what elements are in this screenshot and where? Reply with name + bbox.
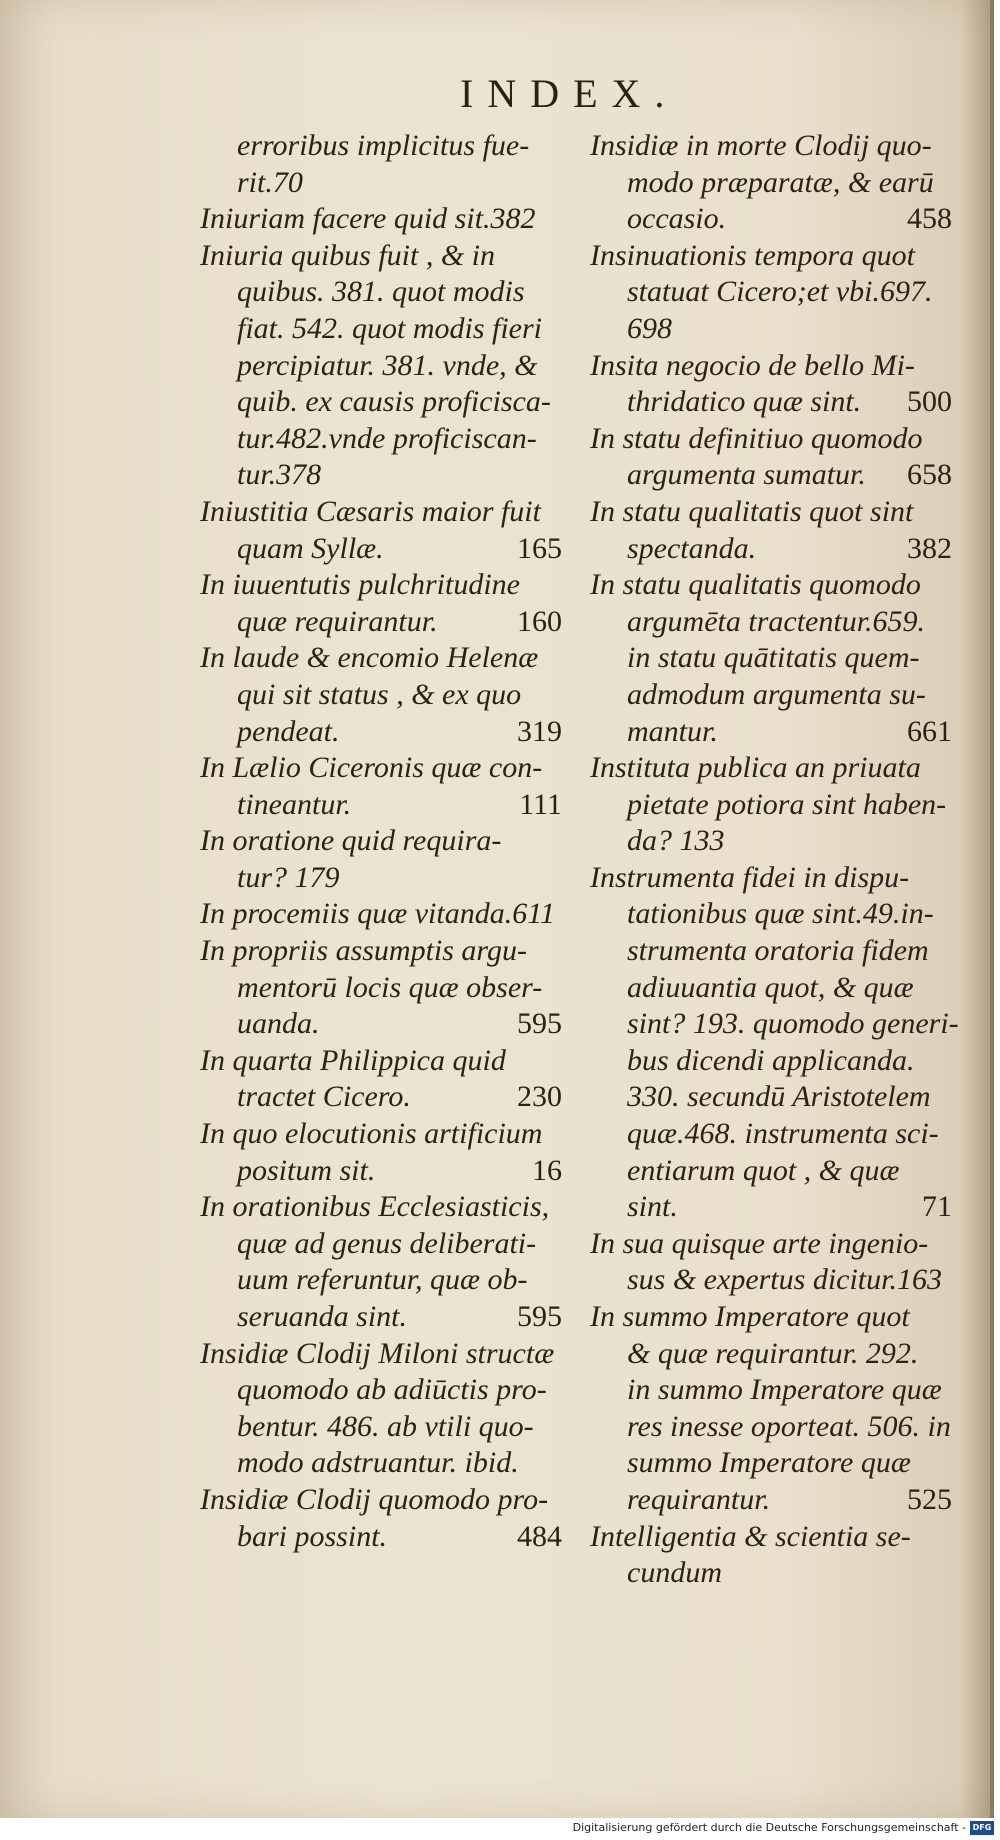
index-line-text: fiat. 542. quot modis fieri (237, 311, 543, 345)
dfg-logo-icon: DFG (970, 1821, 994, 1835)
index-line-text: argumēta tractentur.659. (627, 604, 926, 638)
index-line (590, 1482, 952, 1519)
index-line (200, 274, 562, 311)
page-reference: 500 (907, 385, 952, 419)
index-line (200, 714, 562, 751)
index-line-text: pietate potiora sint haben- (627, 787, 947, 821)
index-line-text: 330. secundū Aristotelem (627, 1080, 931, 1114)
page-reference: 160 (517, 604, 562, 638)
page-reference: 595 (517, 1007, 562, 1041)
page-reference: 230 (517, 1080, 562, 1114)
footer-credit: Digitalisierung gefördert durch die Deutsche Forschungsgemeinschaft - (572, 1821, 966, 1834)
index-line (200, 933, 562, 970)
index-line-text: occasio. (627, 202, 727, 236)
index-line-text: In propriis assumptis argu- (200, 934, 527, 968)
index-line (200, 494, 562, 531)
index-line-text: tur.482.vnde proficiscan- (237, 421, 537, 455)
page-reference: 484 (517, 1519, 562, 1553)
page-reference: 319 (517, 714, 562, 748)
index-line-text: In orationibus Ecclesiasticis, (200, 1190, 550, 1224)
index-line (590, 1299, 952, 1336)
index-line (200, 1189, 562, 1226)
index-line-text: sint. (627, 1190, 678, 1224)
index-line (590, 567, 952, 604)
index-line (590, 1189, 952, 1226)
index-line-text: Insita negocio de bello Mi- (590, 348, 915, 382)
index-line-text: tineantur. (237, 787, 352, 821)
index-line-text: tur.378 (237, 458, 322, 492)
index-line-text: quibus. 381. quot modis (237, 275, 525, 309)
index-line (200, 677, 562, 714)
page-reference: 71 (922, 1190, 952, 1224)
page-reference: 525 (907, 1482, 952, 1516)
index-line (200, 860, 562, 897)
index-line (590, 970, 952, 1007)
index-line (590, 1555, 952, 1592)
index-column-left (200, 128, 562, 1555)
index-line (590, 1445, 952, 1482)
index-line-text: entiarum quot , & quæ (627, 1153, 900, 1187)
page-reference: 661 (907, 714, 952, 748)
index-line (590, 714, 952, 751)
index-line (590, 1153, 952, 1190)
index-line-text: Insidiæ Clodij quomodo pro- (200, 1482, 549, 1516)
index-line (590, 165, 952, 202)
index-line-text: In Lælio Ciceronis quæ con- (200, 751, 543, 785)
index-line (200, 165, 562, 202)
index-line-text: summo Imperatore quæ (627, 1446, 911, 1480)
index-line (200, 823, 562, 860)
index-line-text: strumenta oratoria fidem (627, 934, 929, 968)
index-line (200, 896, 562, 933)
index-line-text: in statu quātitatis quem- (627, 641, 920, 675)
index-line (590, 750, 952, 787)
index-line (200, 1519, 562, 1556)
index-line (590, 201, 952, 238)
index-line (590, 823, 952, 860)
page-reference: 16 (532, 1153, 562, 1187)
index-line (590, 896, 952, 933)
index-line (200, 311, 562, 348)
index-line (200, 1226, 562, 1263)
index-line (200, 1336, 562, 1373)
index-line (200, 1445, 562, 1482)
index-line (200, 567, 562, 604)
index-line-text: In statu definitiuo quomodo (590, 421, 923, 455)
index-line (590, 1336, 952, 1373)
index-line (200, 1482, 562, 1519)
index-line-text: quæ.468. instrumenta sci- (627, 1117, 939, 1151)
index-line-text: quomodo ab adiūctis pro- (237, 1373, 547, 1407)
index-line-text: mantur. (627, 714, 718, 748)
index-line-text: In statu qualitatis quot sint (590, 494, 914, 528)
index-line-text: admodum argumenta su- (627, 677, 926, 711)
index-line (200, 238, 562, 275)
index-line (590, 1409, 952, 1446)
index-line (590, 1262, 952, 1299)
index-line-text: qui sit status , & ex quo (237, 677, 522, 711)
index-line-text: thridatico quæ sint. (627, 385, 862, 419)
index-line (590, 1116, 952, 1153)
index-line-text: In iuuentutis pulchritudine (200, 568, 520, 602)
index-line (200, 201, 562, 238)
index-line-text: In laude & encomio Helenæ (200, 641, 539, 675)
index-line (590, 933, 952, 970)
index-line-text: requirantur. (627, 1482, 771, 1516)
index-line-text: uum referuntur, quæ ob- (237, 1263, 528, 1297)
index-line (590, 860, 952, 897)
index-line-text: bentur. 486. ab vtili quo- (237, 1409, 534, 1443)
index-line-text: quæ ad genus deliberati- (237, 1226, 537, 1260)
index-line-text: bus dicendi applicanda. (627, 1043, 915, 1077)
index-line (590, 128, 952, 165)
index-line-text: res inesse oporteat. 506. in (627, 1409, 951, 1443)
index-line-text: modo adstruantur. ibid. (237, 1446, 519, 1480)
index-line (200, 531, 562, 568)
index-line (590, 787, 952, 824)
page-reference: 165 (517, 531, 562, 565)
index-line (200, 128, 562, 165)
index-line-text: modo præparatæ, & earū (627, 165, 934, 199)
index-line (590, 1519, 952, 1556)
index-line (590, 384, 952, 421)
index-line-text: statuat Cicero;et vbi.697. (627, 275, 933, 309)
index-line-text: In statu qualitatis quomodo (590, 568, 921, 602)
index-line-text: In summo Imperatore quot (590, 1300, 910, 1333)
index-line (200, 421, 562, 458)
index-line (200, 970, 562, 1007)
index-line (590, 457, 952, 494)
index-line-text: Insidiæ Clodij Miloni structæ (200, 1336, 555, 1370)
running-head: INDEX. (460, 71, 679, 116)
index-line (590, 1226, 952, 1263)
index-line (200, 750, 562, 787)
index-line (590, 421, 952, 458)
index-line (200, 787, 562, 824)
index-line-text: Insinuationis tempora quot (590, 238, 916, 272)
index-line-text: tractet Cicero. (237, 1080, 411, 1114)
page-reference: 595 (517, 1300, 562, 1333)
index-line-text: seruanda sint. (237, 1300, 408, 1333)
index-line (200, 1116, 562, 1153)
index-line-text: Insidiæ in morte Clodij quo- (590, 129, 932, 162)
page-reference: 658 (907, 458, 952, 492)
index-line-text: in summo Imperatore quæ (627, 1373, 942, 1407)
index-line-text: quam Syllæ. (237, 531, 384, 565)
index-line-text: sint? 193. quomodo generi- (627, 1007, 959, 1041)
index-line-text: rit.70 (237, 165, 303, 199)
index-line-text: sus & expertus dicitur.163 (627, 1263, 942, 1297)
index-line-text: positum sit. (237, 1153, 376, 1187)
index-line-text: Intelligentia & scientia se- (590, 1519, 911, 1553)
index-line-text: Iniuriam facere quid sit.382 (200, 202, 536, 236)
digitization-footer (0, 1818, 1000, 1840)
index-line (200, 1079, 562, 1116)
index-line-text: da? 133 (627, 824, 725, 858)
index-line (200, 1409, 562, 1446)
index-line-text: In sua quisque arte ingenio- (590, 1226, 929, 1260)
index-line (200, 1153, 562, 1190)
index-line (590, 348, 952, 385)
index-line-text: In oratione quid requira- (200, 824, 502, 858)
index-line-text: Instrumenta fidei in dispu- (590, 860, 910, 894)
index-line-text: 698 (627, 311, 672, 345)
index-line (590, 677, 952, 714)
index-line-text: percipiatur. 381. vnde, & (237, 348, 538, 382)
index-line-text: erroribus implicitus fue- (237, 129, 530, 162)
index-line-text: tur? 179 (237, 860, 340, 894)
page-reference: 458 (907, 202, 952, 236)
index-line (200, 604, 562, 641)
index-line (590, 640, 952, 677)
index-line (200, 1299, 562, 1336)
index-line (200, 384, 562, 421)
index-line-text: In quo elocutionis artificium (200, 1117, 543, 1151)
index-column-right (590, 128, 959, 1592)
index-line-text: In procemiis quæ vitanda.611 (200, 897, 555, 931)
page-reference: 382 (907, 531, 952, 565)
index-line-text: Iniuria quibus fuit , & in (200, 238, 496, 272)
index-line-text: tationibus quæ sint.49.in- (627, 897, 934, 931)
index-line-text: & quæ requirantur. 292. (627, 1336, 919, 1370)
index-line-text: Instituta publica an priuata (590, 751, 921, 785)
index-line (200, 1006, 562, 1043)
index-line (590, 604, 952, 641)
index-line (590, 1079, 952, 1116)
index-line (590, 1006, 959, 1043)
index-line (200, 640, 562, 677)
index-line-text: mentorū locis quæ obser- (237, 970, 543, 1004)
page-reference: 111 (519, 787, 562, 821)
index-line-text: uanda. (237, 1007, 320, 1041)
index-line (590, 1372, 952, 1409)
index-line-text: bari possint. (237, 1519, 388, 1553)
index-line-text: In quarta Philippica quid (200, 1043, 506, 1077)
index-line-text: adiuuantia quot, & quæ (627, 970, 914, 1004)
index-line-text: cundum (627, 1556, 722, 1590)
index-line-text: Iniustitia Cæsaris maior fuit (200, 494, 541, 528)
index-line (590, 274, 952, 311)
index-line (590, 531, 952, 568)
index-line (200, 457, 562, 494)
index-line (200, 1262, 562, 1299)
index-line-text: argumenta sumatur. (627, 458, 866, 492)
index-line-text: pendeat. (237, 714, 340, 748)
index-line (200, 1043, 562, 1080)
index-line-text: quæ requirantur. (237, 604, 438, 638)
index-line (590, 311, 952, 348)
index-line-text: spectanda. (627, 531, 757, 565)
index-line (590, 494, 952, 531)
index-line (590, 1043, 952, 1080)
index-line-text: quib. ex causis proficisca- (237, 385, 551, 419)
index-line (200, 1372, 562, 1409)
index-line (590, 238, 952, 275)
index-line (200, 348, 562, 385)
